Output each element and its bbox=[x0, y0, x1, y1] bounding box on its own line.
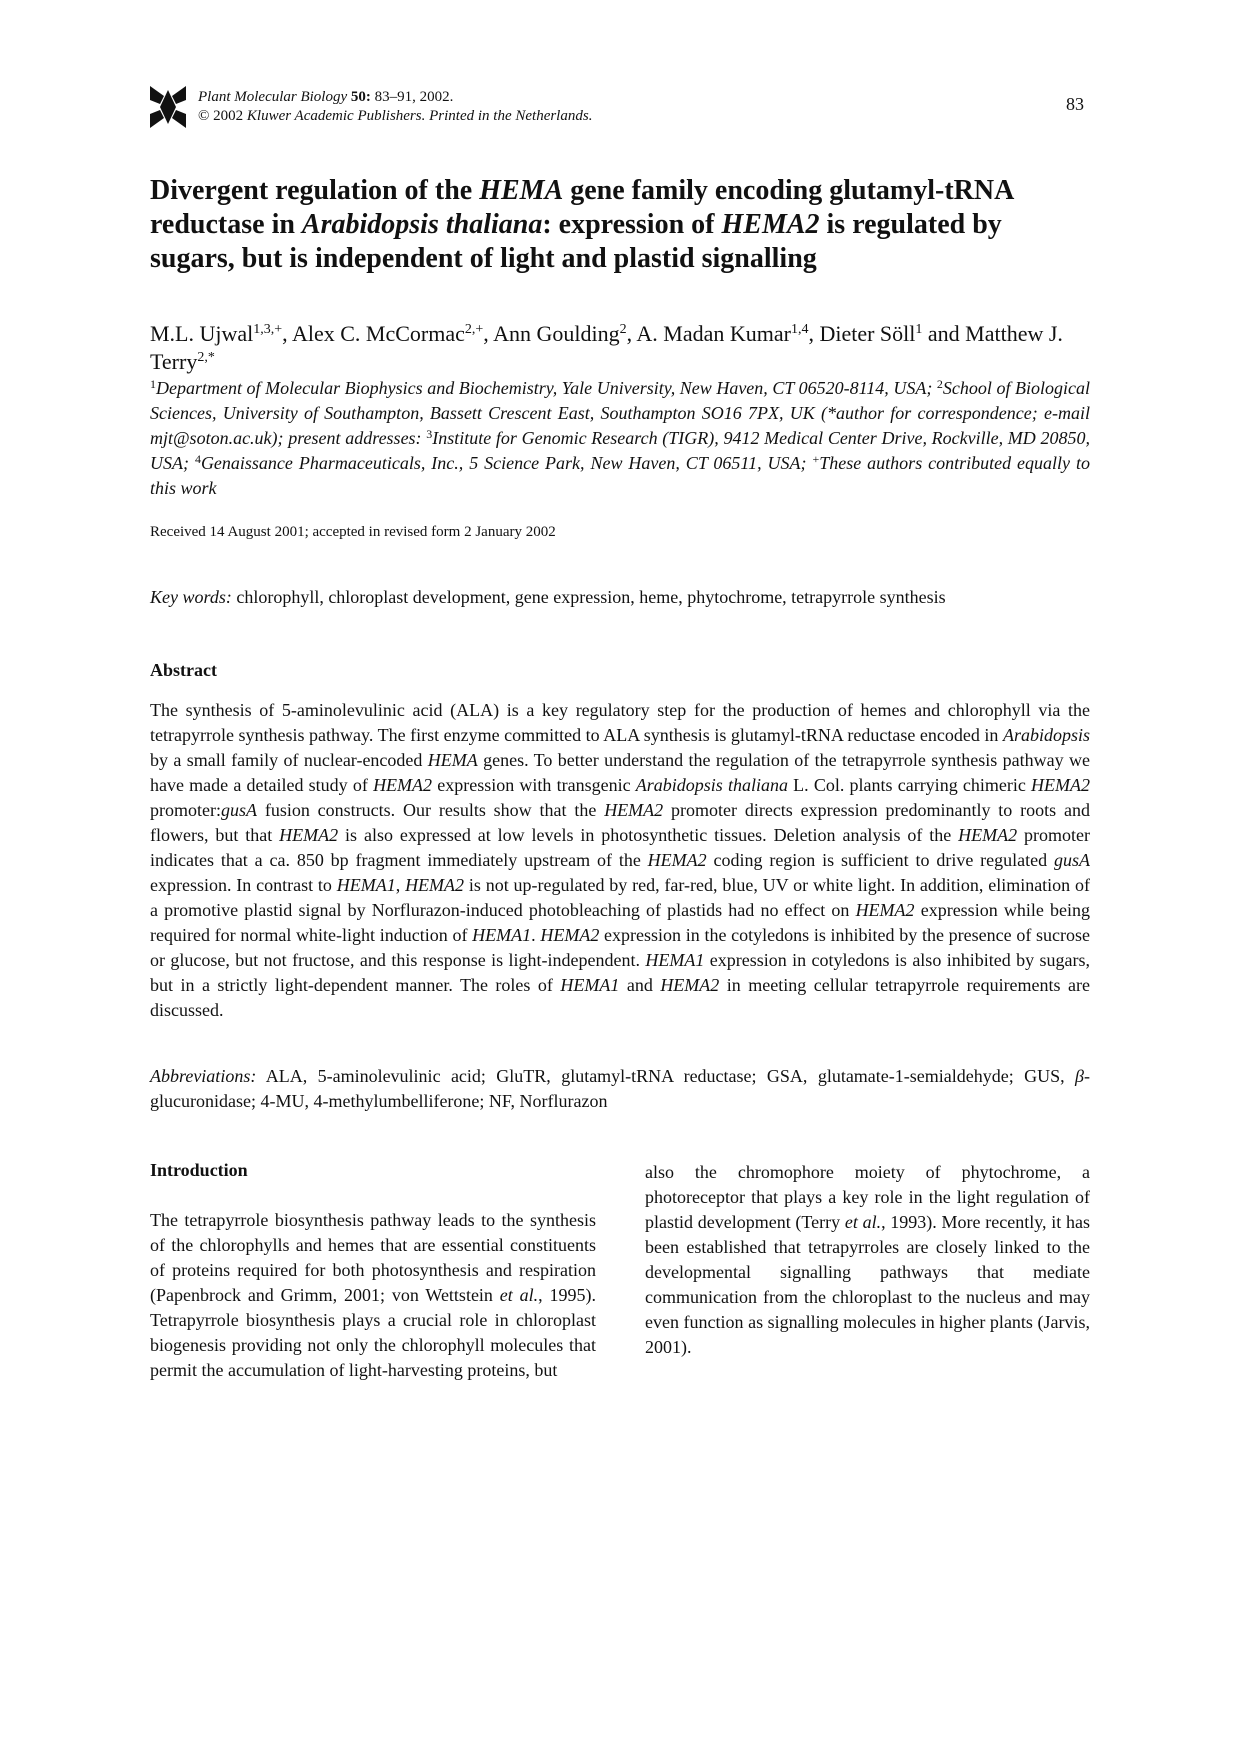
printed-location: Printed in the Netherlands. bbox=[429, 108, 593, 124]
journal-pages: 83–91, 2002. bbox=[374, 89, 454, 105]
kluwer-logo-icon bbox=[150, 86, 186, 128]
abstract-text: fusion constructs. Our results show that the bbox=[256, 800, 605, 820]
author-list bbox=[150, 320, 1090, 376]
beta-symbol: β bbox=[1075, 1066, 1084, 1086]
abstract-text: promoter directs expression predominantly to roots and flowers, but that bbox=[150, 800, 1090, 845]
abstract-italic: HEMA2 bbox=[540, 925, 600, 945]
abstract-body bbox=[150, 698, 1090, 1023]
journal-volume: 50: bbox=[350, 89, 371, 105]
introduction-column-right bbox=[645, 1160, 1090, 1360]
abstract-text: . bbox=[531, 925, 541, 945]
abstract-italic: HEMA2 bbox=[660, 975, 720, 995]
abstract-text: expression with transgenic bbox=[432, 775, 636, 795]
author-name: , Dieter Söll bbox=[808, 321, 916, 346]
introduction-heading: Introduction bbox=[150, 1160, 248, 1180]
abstract-text: expression while being required for normal white-light induction of bbox=[150, 900, 1090, 945]
abstract-text: in meeting cellular tetrapyrrole requirements are discussed. bbox=[150, 975, 1090, 1020]
abbreviations-text: ALA, 5-aminolevulinic acid; GluTR, glutamyl-tRNA reductase; GSA, glutamate-1-semialdehyde; GUS, bbox=[256, 1066, 1076, 1086]
abstract-text: promoter: bbox=[150, 800, 221, 820]
journal-line-2 bbox=[198, 107, 592, 126]
author-name: , A. Madan Kumar bbox=[626, 321, 791, 346]
abstract-text: and bbox=[619, 975, 661, 995]
abstract-italic: Arabidopsis thaliana bbox=[635, 775, 788, 795]
affiliations bbox=[150, 376, 1090, 501]
author-affil-mark: 2,+ bbox=[464, 322, 484, 337]
affil-text: These authors contributed equally to this work bbox=[150, 453, 1090, 498]
abstract-text: by a small family of nuclear-encoded bbox=[150, 750, 428, 770]
keywords-label: Key words: bbox=[150, 587, 232, 607]
affil-mark: 2 bbox=[936, 377, 943, 391]
page-number: 83 bbox=[1066, 94, 1084, 114]
abstract-italic: gusA bbox=[1054, 850, 1090, 870]
abstract-text: promoter indicates that a ca. 850 bp fragment immediately upstream of the bbox=[150, 825, 1090, 870]
abbreviations-label: Abbreviations: bbox=[150, 1066, 257, 1086]
intro-text: The tetrapyrrole biosynthesis pathway leads to the synthesis of the chlorophylls and hemes that are essential constituents of proteins required for both photosynthesis and respiration (Papenbrock and Grimm, 2001; von Wettstein bbox=[150, 1210, 596, 1305]
publisher: Kluwer Academic Publishers. bbox=[246, 108, 426, 124]
abstract-italic: HEMA2 bbox=[279, 825, 339, 845]
title-italic: Arabidopsis thaliana bbox=[301, 209, 543, 240]
abstract-text: L. Col. plants carrying chimeric bbox=[787, 775, 1032, 795]
abstract-italic: HEMA2 bbox=[647, 850, 707, 870]
keywords bbox=[150, 587, 1090, 608]
intro-text: , 1993). More recently, it has been established that tetrapyrroles are closely linked to the developmental signalling pathways that mediate communication from the chloroplast to the nucleus and may even function as signalling molecules in higher plants (Jarvis, 2001). bbox=[645, 1212, 1090, 1357]
title-italic: HEMA bbox=[479, 175, 564, 206]
affil-text: Genaissance Pharmaceuticals, Inc., 5 Science Park, New Haven, CT 06511, USA; bbox=[200, 453, 813, 473]
abstract-italic: HEMA2 bbox=[373, 775, 433, 795]
abstract-italic: HEMA2 bbox=[958, 825, 1018, 845]
intro-text: also the chromophore moiety of phytochrome, a photoreceptor that plays a key role in the light regulation of plastid development (Terry bbox=[645, 1162, 1090, 1232]
abstract-italic: Arabidopsis bbox=[1002, 725, 1090, 745]
abstract-italic: HEMA1 bbox=[645, 950, 705, 970]
abstract-heading: Abstract bbox=[150, 660, 217, 680]
abstract-text: expression in cotyledons is also inhibited by sugars, but in a strictly light-dependent manner. The roles of bbox=[150, 950, 1090, 995]
author-name: , Ann Goulding bbox=[483, 321, 620, 346]
journal-citation bbox=[198, 88, 592, 126]
paper-title bbox=[150, 174, 1090, 276]
abstract-text: , bbox=[395, 875, 406, 895]
author-affil-mark: 2,* bbox=[197, 350, 215, 365]
abstract-text: coding region is sufficient to drive regulated bbox=[706, 850, 1054, 870]
abbreviations bbox=[150, 1064, 1090, 1114]
title-text: : expression of bbox=[542, 209, 722, 240]
author-affil-mark: 1 bbox=[915, 322, 923, 337]
abstract-text: is not up-regulated by red, far-red, blue, UV or white light. In addition, elimination of a promotive plastid signal by Norflurazon-induced photobleaching of plastids had no effect on bbox=[150, 875, 1090, 920]
affil-mark: 1 bbox=[150, 377, 156, 391]
affil-mark: + bbox=[812, 452, 820, 466]
abstract-text: expression in the cotyledons is inhibited by the presence of sucrose or glucose, but not fructose, and this response is light-independent. bbox=[150, 925, 1090, 970]
journal-line-1 bbox=[198, 88, 592, 107]
abstract-italic: HEMA2 bbox=[855, 900, 915, 920]
abstract-italic: HEMA2 bbox=[604, 800, 664, 820]
author-name: , Alex C. McCormac bbox=[282, 321, 465, 346]
intro-italic: et al. bbox=[499, 1285, 539, 1305]
affil-text: School of Biological Sciences, University of Southampton, Bassett Crescent East, Southampton SO16 7PX, UK (*author for correspondence; e-mail mjt@soton.ac.uk); present addresses: bbox=[150, 378, 1090, 448]
affil-text: Institute for Genomic Research (TIGR), 9412 Medical Center Drive, Rockville, MD 20850, USA; bbox=[150, 428, 1090, 473]
abstract-text: The synthesis of 5-aminolevulinic acid (ALA) is a key regulatory step for the production of hemes and chlorophyll via the tetrapyrrole synthesis pathway. The first enzyme committed to ALA synthesis is glutamyl-tRNA reductase encoded in bbox=[150, 700, 1090, 745]
title-italic: HEMA2 bbox=[721, 209, 820, 240]
affil-text: Department of Molecular Biophysics and Biochemistry, Yale University, New Haven, CT 06520-8114, USA; bbox=[156, 378, 937, 398]
journal-name: Plant Molecular Biology bbox=[198, 89, 348, 105]
copyright-year: 2002 bbox=[213, 108, 244, 124]
keywords-text: chlorophyll, chloroplast development, gene expression, heme, phytochrome, tetrapyrrole synthesis bbox=[231, 587, 946, 607]
abstract-italic: HEMA1 bbox=[472, 925, 532, 945]
abstract-italic: HEMA2 bbox=[1031, 775, 1091, 795]
author-name: and Matthew J. Terry bbox=[150, 321, 1063, 374]
intro-italic: et al. bbox=[844, 1212, 882, 1232]
title-text: Divergent regulation of the bbox=[150, 175, 480, 206]
received-dates: Received 14 August 2001; accepted in revised form 2 January 2002 bbox=[150, 524, 556, 540]
title-text: is regulated by sugars, but is independent of light and plastid signalling bbox=[150, 209, 1002, 274]
abstract-italic: gusA bbox=[220, 800, 257, 820]
affil-mark: 3 bbox=[426, 427, 433, 441]
abstract-italic: HEMA1 bbox=[336, 875, 396, 895]
abstract-italic: HEMA1 bbox=[560, 975, 620, 995]
author-affil-mark: 2 bbox=[619, 322, 627, 337]
introduction-column-left bbox=[150, 1208, 596, 1383]
abbreviations-text: -glucuronidase; 4-MU, 4-methylumbelliferone; NF, Norflurazon bbox=[150, 1066, 1090, 1111]
abstract-text: expression. In contrast to bbox=[150, 875, 337, 895]
author-name: M.L. Ujwal bbox=[150, 321, 254, 346]
author-affil-mark: 1,4 bbox=[790, 322, 809, 337]
copyright-symbol: © bbox=[198, 108, 210, 124]
affil-mark: 4 bbox=[194, 452, 201, 466]
intro-text: , 1995). Tetrapyrrole biosynthesis plays a crucial role in chloroplast biogenesis providing not only the chlorophyll molecules that permit the accumulation of light-harvesting proteins, but bbox=[150, 1285, 597, 1380]
abstract-text: is also expressed at low levels in photosynthetic tissues. Deletion analysis of the bbox=[338, 825, 959, 845]
title-text: gene family encoding glutamyl-tRNA reductase in bbox=[150, 175, 1013, 240]
abstract-italic: HEMA2 bbox=[405, 875, 465, 895]
abstract-italic: HEMA bbox=[427, 750, 478, 770]
author-affil-mark: 1,3,+ bbox=[253, 322, 283, 337]
abstract-text: genes. To better understand the regulation of the tetrapyrrole synthesis pathway we have made a detailed study of bbox=[150, 750, 1090, 795]
